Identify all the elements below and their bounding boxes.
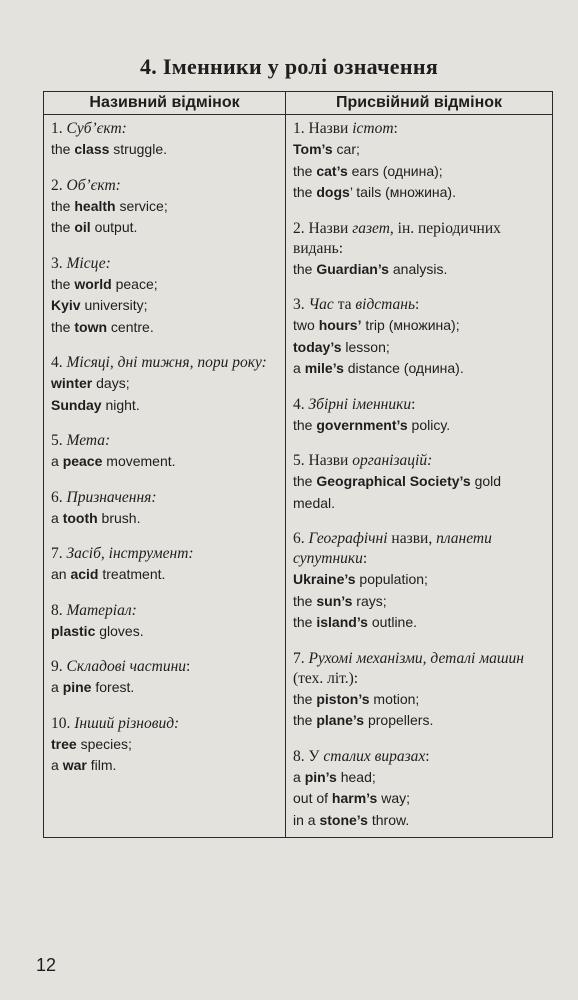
rule-entry <box>51 431 279 473</box>
bold-keyword: plane’s <box>316 712 365 728</box>
example-text: species; <box>76 735 132 752</box>
rule-entry <box>51 657 279 699</box>
bold-keyword: harm’s <box>331 790 378 806</box>
example-text: a <box>51 679 63 695</box>
example-line <box>293 612 546 634</box>
italic-term: Суб’єкт: <box>66 120 127 137</box>
rule-entry <box>51 119 279 161</box>
bold-keyword: town <box>74 318 108 335</box>
heading-text: 10. <box>51 714 75 732</box>
rule-heading <box>293 747 546 767</box>
example-line <box>51 755 279 777</box>
example-line <box>51 295 279 317</box>
example-text: the <box>293 473 317 489</box>
rule-entry <box>293 295 546 380</box>
heading-text: : <box>411 395 416 413</box>
rule-entry <box>51 176 279 239</box>
bold-keyword: war <box>62 757 87 773</box>
example-text: the <box>51 197 75 214</box>
example-text: a <box>51 453 63 469</box>
bold-keyword: tooth <box>62 509 98 526</box>
example-text: the <box>293 614 317 630</box>
rule-entry <box>293 395 546 437</box>
bold-keyword: peace <box>62 453 103 469</box>
heading-text: 8. У <box>293 747 324 765</box>
italic-term: Складові частини <box>66 658 187 675</box>
example-text: out of <box>293 790 332 806</box>
example-line <box>293 591 546 613</box>
bold-keyword: Tom’s <box>293 141 333 157</box>
example-line <box>51 196 279 218</box>
italic-term: Час <box>308 296 334 313</box>
example-text: the <box>293 260 317 277</box>
example-text: treatment. <box>98 566 166 582</box>
example-text: movement. <box>102 453 176 469</box>
example-text: gold medal. <box>293 473 502 511</box>
rule-heading <box>51 431 279 451</box>
column-header-nominative: Називний відмінок <box>44 92 286 115</box>
example-text: policy. <box>407 416 451 433</box>
italic-term: Місяці, дні тижня, пори року: <box>66 354 267 371</box>
rule-heading <box>51 657 279 677</box>
heading-text: : <box>415 296 420 313</box>
example-line <box>293 182 546 204</box>
heading-text: 5. <box>51 432 67 449</box>
bold-keyword: Geographical Society’s <box>316 473 471 489</box>
example-line <box>51 451 279 473</box>
example-text: the <box>293 184 317 200</box>
example-text: rays; <box>352 592 387 609</box>
bold-keyword: piston’s <box>316 690 370 707</box>
heading-text: 8. <box>51 601 67 619</box>
bold-keyword: cat’s <box>316 162 348 179</box>
example-line <box>51 621 279 643</box>
example-text: centre. <box>107 318 154 335</box>
example-text: population; <box>355 571 428 587</box>
bold-keyword: tree <box>51 735 77 752</box>
bold-keyword: Sunday <box>51 396 102 413</box>
rule-heading <box>51 119 279 139</box>
example-text: throw. <box>367 811 410 828</box>
example-text: a <box>293 768 305 785</box>
rule-entry <box>51 601 279 643</box>
rule-heading <box>51 176 279 196</box>
nominative-column <box>44 115 286 838</box>
rule-entry <box>293 529 546 634</box>
example-text: way; <box>377 790 410 806</box>
rule-entry <box>293 219 546 281</box>
example-text: forest. <box>91 679 135 695</box>
example-text: ’ tails (множина). <box>349 184 456 200</box>
example-line <box>293 139 546 161</box>
example-line <box>293 415 546 437</box>
example-line <box>293 689 546 711</box>
example-text: motion; <box>369 690 420 707</box>
italic-term: сталих виразах <box>323 747 426 765</box>
italic-term: Збірні іменники <box>308 395 412 413</box>
heading-text: 1. <box>51 120 67 137</box>
rule-heading <box>51 601 279 621</box>
rule-heading <box>51 353 279 373</box>
example-text: distance (однина). <box>343 360 464 376</box>
heading-text: 2. Назви <box>293 219 353 237</box>
example-text: peace; <box>111 275 158 292</box>
example-text: propellers. <box>364 712 434 728</box>
heading-text: 6. <box>51 488 67 506</box>
heading-text: та <box>333 296 356 313</box>
example-line <box>293 710 546 732</box>
example-line <box>51 317 279 339</box>
example-line <box>51 734 279 756</box>
rule-entry <box>51 544 279 586</box>
example-text: the <box>51 318 75 335</box>
heading-text: 6. <box>293 530 309 547</box>
italic-term: Інший різновид: <box>74 714 180 732</box>
example-text: the <box>293 690 317 707</box>
bold-keyword: health <box>74 197 116 214</box>
italic-term: Місце: <box>66 254 111 272</box>
bold-keyword: hours’ <box>318 317 362 333</box>
example-text: output. <box>90 219 138 235</box>
example-text: the <box>51 141 75 157</box>
italic-term: відстань <box>355 296 416 313</box>
example-line <box>293 259 546 281</box>
example-line <box>293 315 546 337</box>
example-line <box>51 508 279 530</box>
example-text: analysis. <box>388 260 448 277</box>
italic-term: газет <box>352 219 390 237</box>
example-line <box>51 274 279 296</box>
heading-text: : <box>393 120 398 137</box>
page-title: 4. Іменники у ролі означення <box>139 54 439 79</box>
rule-heading <box>293 219 546 259</box>
bold-keyword: government’s <box>316 416 408 433</box>
rule-heading <box>293 119 546 139</box>
example-text: lesson; <box>341 338 390 355</box>
rule-entry <box>51 714 279 777</box>
heading-text: 3. <box>293 296 309 313</box>
example-line <box>51 564 279 586</box>
heading-text: : <box>362 550 368 567</box>
heading-text: 5. Назви <box>293 452 353 469</box>
example-text: car; <box>332 141 360 157</box>
bold-keyword: stone’s <box>319 811 368 828</box>
example-text: gloves. <box>95 622 144 639</box>
heading-text: 2. <box>51 176 67 194</box>
example-line <box>51 373 279 395</box>
rule-heading <box>293 295 546 315</box>
example-text: university; <box>80 297 148 313</box>
rule-heading <box>293 451 546 471</box>
example-text: a <box>51 509 63 526</box>
bold-keyword: island’s <box>316 614 368 630</box>
example-line <box>293 788 546 810</box>
rule-heading <box>51 544 279 564</box>
bold-keyword: dogs <box>316 184 350 200</box>
example-line <box>293 810 546 832</box>
rule-entry <box>51 254 279 339</box>
italic-term: істот <box>352 120 394 137</box>
italic-term: Мета: <box>66 432 111 449</box>
heading-text: , ін. періодичних видань: <box>293 219 501 257</box>
heading-text: 3. <box>51 254 67 272</box>
example-text: the <box>51 275 75 292</box>
example-line <box>293 337 546 359</box>
bold-keyword: sun’s <box>316 592 353 609</box>
example-line <box>293 569 546 591</box>
noun-case-table <box>43 91 553 838</box>
italic-term: Об’єкт: <box>66 176 121 194</box>
example-text: night. <box>101 396 140 413</box>
example-line <box>51 677 279 699</box>
example-text: head; <box>336 768 376 785</box>
example-text: brush. <box>97 509 141 526</box>
heading-text: 7. <box>51 545 67 562</box>
rule-entry <box>51 488 279 530</box>
bold-keyword: world <box>74 275 112 292</box>
italic-term: Географічні <box>308 530 388 547</box>
column-header-possessive: Присвійний відмінок <box>286 92 553 115</box>
example-line <box>51 217 279 239</box>
example-text: film. <box>86 757 117 773</box>
bold-keyword: mile’s <box>304 360 344 376</box>
bold-keyword: pine <box>62 679 92 695</box>
rule-heading <box>293 529 546 569</box>
heading-text: 7. <box>293 649 309 667</box>
example-text: days; <box>92 375 130 391</box>
heading-text: 1. Назви <box>293 120 353 137</box>
heading-text: : <box>425 747 430 765</box>
bold-keyword: winter <box>51 375 93 391</box>
bold-keyword: today’s <box>293 338 342 355</box>
example-text: the <box>293 416 317 433</box>
example-line <box>293 767 546 789</box>
rule-heading <box>51 488 279 508</box>
heading-text: (тех. літ.): <box>293 669 359 687</box>
example-line <box>293 358 546 380</box>
bold-keyword: Kyiv <box>51 297 81 313</box>
heading-text: 4. <box>51 354 67 371</box>
example-text: two <box>293 317 319 333</box>
bold-keyword: class <box>74 141 110 157</box>
example-text: a <box>293 360 305 376</box>
rule-heading <box>51 254 279 274</box>
italic-term: Матеріал: <box>66 601 137 619</box>
italic-term: організацій: <box>352 452 433 469</box>
example-text: the <box>51 219 75 235</box>
example-text: struggle. <box>109 141 167 157</box>
example-text: the <box>293 592 317 609</box>
rule-entry <box>293 747 546 832</box>
rule-entry <box>51 353 279 416</box>
bold-keyword: Ukraine’s <box>293 571 356 587</box>
italic-term: Призначення: <box>66 488 157 506</box>
rule-entry <box>293 649 546 732</box>
example-text: the <box>293 712 317 728</box>
possessive-column <box>286 115 553 838</box>
rule-entry <box>293 451 546 514</box>
example-line <box>293 471 546 514</box>
page-number: 12 <box>36 955 57 975</box>
example-line <box>51 139 279 161</box>
example-text: trip (множина); <box>361 317 460 333</box>
bold-keyword: pin’s <box>304 768 337 785</box>
example-line <box>293 161 546 183</box>
rule-heading <box>51 714 279 734</box>
example-text: ears (однина); <box>347 162 443 179</box>
heading-text: : <box>186 658 191 675</box>
heading-text: назви, <box>387 530 437 547</box>
example-text: the <box>293 162 317 179</box>
bold-keyword: acid <box>70 566 99 582</box>
rule-entry <box>293 119 546 204</box>
example-text: a <box>51 757 63 773</box>
example-line <box>51 395 279 417</box>
example-text: in a <box>293 811 320 828</box>
bold-keyword: Guardian’s <box>316 260 389 277</box>
italic-term: Засіб, інструмент: <box>66 545 194 562</box>
italic-term: Рухомі механізми, деталі машин <box>308 649 524 667</box>
italic-term: планети супутники <box>293 530 492 567</box>
example-text: outline. <box>367 614 418 630</box>
rule-heading <box>293 649 546 689</box>
example-text: service; <box>115 197 168 214</box>
rule-heading <box>293 395 546 415</box>
bold-keyword: oil <box>74 219 91 235</box>
bold-keyword: plastic <box>51 622 96 639</box>
heading-text: 9. <box>51 658 67 675</box>
example-text: an <box>51 566 71 582</box>
heading-text: 4. <box>293 395 309 413</box>
